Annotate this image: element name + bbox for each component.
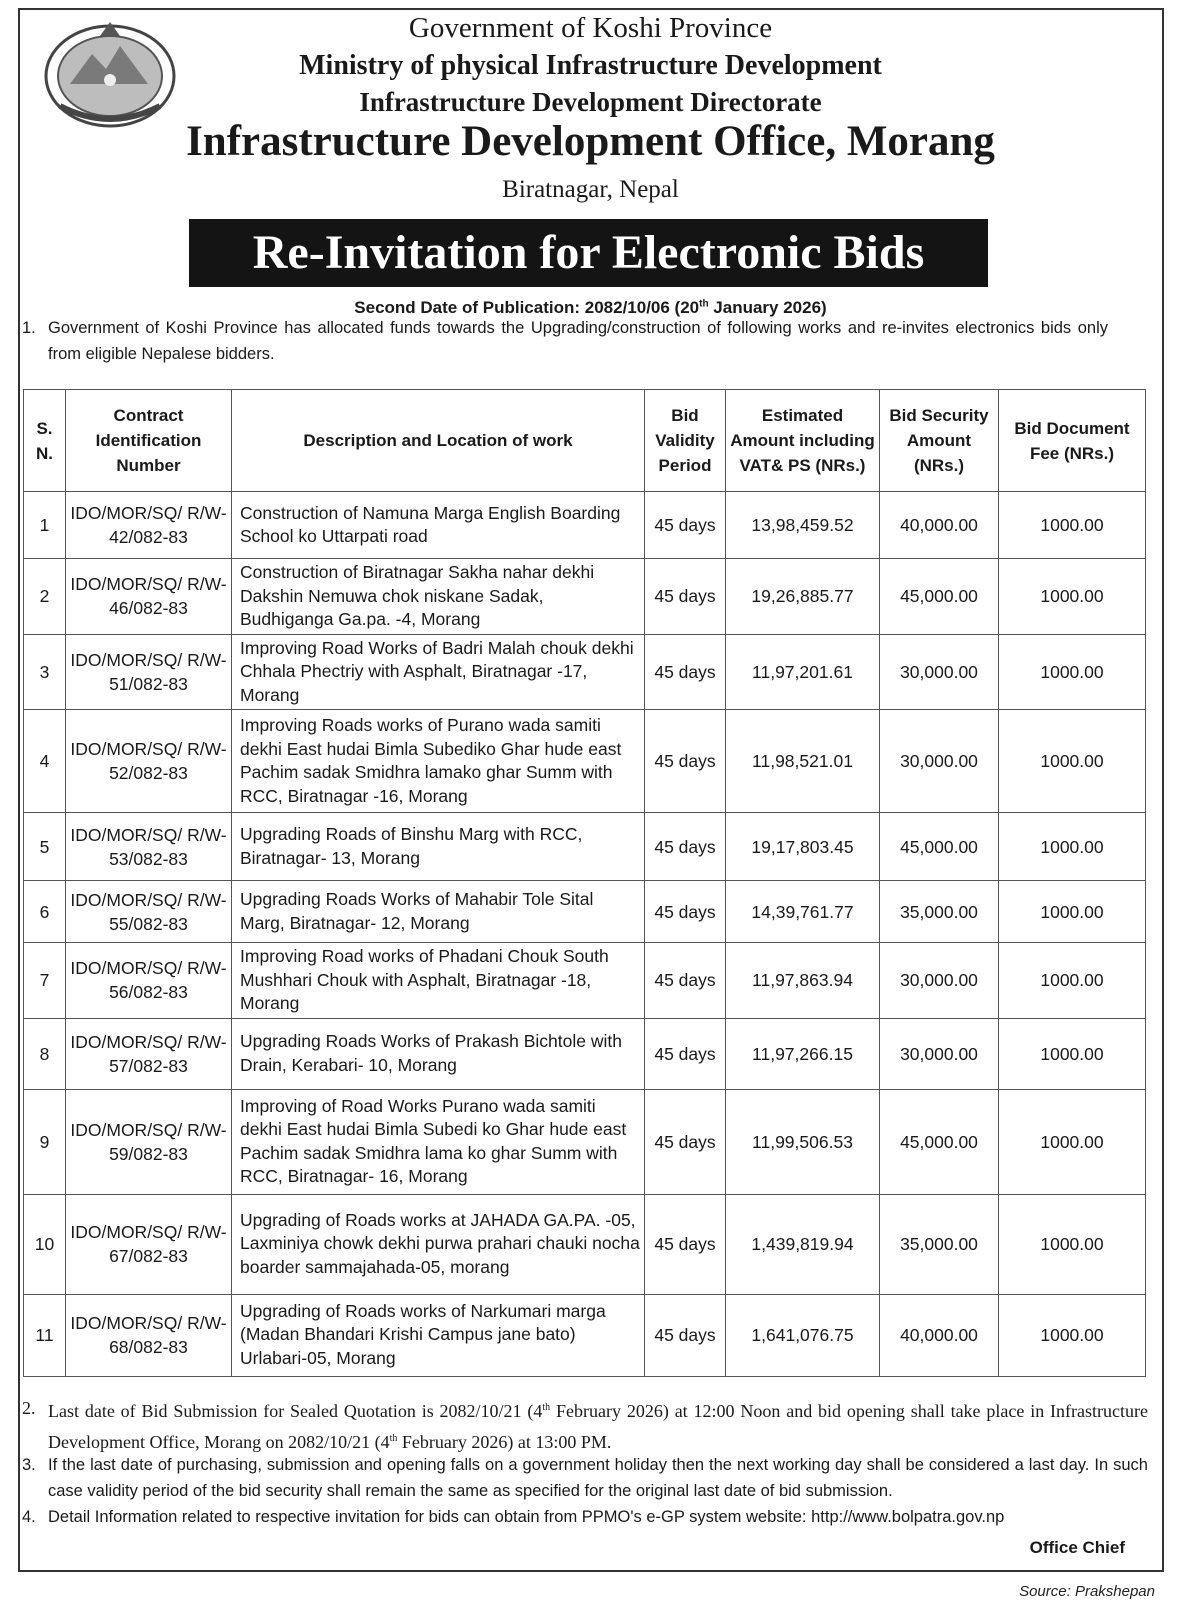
cell-sn: 6 [24,881,66,943]
cell-estimate: 19,26,885.77 [726,559,880,635]
cell-contract-id: IDO/MOR/SQ/ R/W-52/082-83 [66,710,232,813]
cell-contract-id: IDO/MOR/SQ/ R/W-55/082-83 [66,881,232,943]
table-row [24,943,1146,1019]
note-bid-submission: 2. Last date of Bid Submission for Sealed Quotation is 2082/10/21 (4th February 2026) at 12:00 Noon and bid opening shall take place in Infrastructure Development Office, Morang on 2082/10/21 (4th February 2026) at 13:00 PM. [22,1398,1148,1452]
publication-date: Second Date of Publication: 2082/10/06 (20th January 2026) [354,298,827,317]
cell-contract-id: IDO/MOR/SQ/ R/W-57/082-83 [66,1018,232,1089]
cell-sn: 1 [24,492,66,559]
cell-description: Improving Roads works of Purano wada samiti dekhi East hudai Bimla Subediko Ghar hude east Pachim sadak Smidhra lamako ghar Summ with RCC, Biratnagar -16, Morang [232,710,645,813]
cell-contract-id: IDO/MOR/SQ/ R/W-51/082-83 [66,634,232,710]
cell-description: Improving Road Works of Badri Malah chouk dekhi Chhala Phectriy with Asphalt, Biratnagar -17, Morang [232,634,645,710]
cell-estimate: 1,641,076.75 [726,1294,880,1376]
cell-sn: 8 [24,1018,66,1089]
cell-sn: 5 [24,813,66,881]
directorate-name: Infrastructure Development Directorate [359,87,822,117]
cell-estimate: 14,39,761.77 [726,881,880,943]
cell-validity: 45 days [645,881,726,943]
cell-security: 45,000.00 [880,1089,999,1194]
cell-fee: 1000.00 [999,943,1146,1019]
header-fee: Bid Document Fee (NRs.) [999,390,1146,492]
cell-estimate: 11,98,521.01 [726,710,880,813]
cell-description: Upgrading of Roads works of Narkumari marga (Madan Bhandari Krishi Campus jane bato) Urlabari-05, Morang [232,1294,645,1376]
cell-description: Upgrading of Roads works at JAHADA GA.PA. -05, Laxminiya chowk dekhi purwa prahari chauki nocha boarder sammajahada-05, morang [232,1194,645,1294]
office-name: Infrastructure Development Office, Morang [186,118,995,165]
cell-sn: 4 [24,710,66,813]
table-row [24,559,1146,635]
cell-estimate: 11,99,506.53 [726,1089,880,1194]
cell-fee: 1000.00 [999,1194,1146,1294]
table-row [24,1294,1146,1376]
cell-sn: 3 [24,634,66,710]
cell-security: 45,000.00 [880,813,999,881]
cell-fee: 1000.00 [999,559,1146,635]
cell-estimate: 19,17,803.45 [726,813,880,881]
source-credit: Source: Prakshepan [1019,1583,1155,1600]
cell-validity: 45 days [645,559,726,635]
cell-fee: 1000.00 [999,710,1146,813]
cell-description: Upgrading Roads Works of Prakash Bichtole with Drain, Kerabari- 10, Morang [232,1018,645,1089]
header-sn: S. N. [24,390,66,492]
cell-validity: 45 days [645,1194,726,1294]
cell-security: 30,000.00 [880,1018,999,1089]
cell-validity: 45 days [645,813,726,881]
cell-estimate: 11,97,266.15 [726,1018,880,1089]
cell-sn: 2 [24,559,66,635]
table-row [24,710,1146,813]
cell-validity: 45 days [645,634,726,710]
cell-description: Improving of Road Works Purano wada samiti dekhi East hudai Bimla Subedi ko Ghar hude east Pachim sadak Smidhra lama ko ghar Summ with RCC, Biratnagar- 16, Morang [232,1089,645,1194]
cell-estimate: 11,97,201.61 [726,634,880,710]
table-row [24,1018,1146,1089]
note-egp-website: 4. Detail Information related to respective invitation for bids can obtain from PPMO's e-GP system website: http://www.bolpatra.gov.np [22,1508,1005,1526]
header-validity: Bid Validity Period [645,390,726,492]
cell-sn: 10 [24,1194,66,1294]
ministry-name: Ministry of physical Infrastructure Development [299,50,882,81]
cell-security: 35,000.00 [880,881,999,943]
notice-title-banner: Re-Invitation for Electronic Bids [189,219,988,287]
cell-validity: 45 days [645,710,726,813]
cell-validity: 45 days [645,1089,726,1194]
header-security: Bid Security Amount (NRs.) [880,390,999,492]
cell-fee: 1000.00 [999,634,1146,710]
cell-sn: 11 [24,1294,66,1376]
cell-description: Construction of Biratnagar Sakha nahar dekhi Dakshin Nemuwa chok niskane Sadak, Budhiganga Ga.pa. -4, Morang [232,559,645,635]
cell-sn: 9 [24,1089,66,1194]
cell-fee: 1000.00 [999,881,1146,943]
intro-paragraph: 1. Government of Koshi Province has allocated funds towards the Upgrading/construction of following works and re-invites electronics bids only from eligible Nepalese bidders. [22,319,1108,363]
office-location: Biratnagar, Nepal [502,176,679,203]
cell-security: 30,000.00 [880,634,999,710]
table-row [24,492,1146,559]
table-row [24,813,1146,881]
cell-contract-id: IDO/MOR/SQ/ R/W-46/082-83 [66,559,232,635]
cell-contract-id: IDO/MOR/SQ/ R/W-59/082-83 [66,1089,232,1194]
cell-validity: 45 days [645,943,726,1019]
cell-estimate: 13,98,459.52 [726,492,880,559]
cell-estimate: 1,439,819.94 [726,1194,880,1294]
cell-contract-id: IDO/MOR/SQ/ R/W-53/082-83 [66,813,232,881]
cell-validity: 45 days [645,1294,726,1376]
cell-security: 45,000.00 [880,559,999,635]
header-description: Description and Location of work [232,390,645,492]
cell-description: Construction of Namuna Marga English Boarding School ko Uttarpati road [232,492,645,559]
cell-contract-id: IDO/MOR/SQ/ R/W-67/082-83 [66,1194,232,1294]
cell-contract-id: IDO/MOR/SQ/ R/W-56/082-83 [66,943,232,1019]
cell-security: 40,000.00 [880,492,999,559]
cell-validity: 45 days [645,492,726,559]
table-row [24,1089,1146,1194]
cell-fee: 1000.00 [999,492,1146,559]
cell-validity: 45 days [645,1018,726,1089]
cell-fee: 1000.00 [999,1018,1146,1089]
works-table [23,389,1146,1377]
table-row [24,881,1146,943]
note-holiday: 3. If the last date of purchasing, submission and opening falls on a government holiday then the next working day shall be considered a last day. In such case validity period of the bid security shall remain the same as specified for the original last date of bid submission. [22,1456,1148,1500]
government-name: Government of Koshi Province [408,12,773,44]
table-row [24,634,1146,710]
cell-description: Upgrading Roads of Binshu Marg with RCC, Biratnagar- 13, Morang [232,813,645,881]
cell-estimate: 11,97,863.94 [726,943,880,1019]
cell-contract-id: IDO/MOR/SQ/ R/W-68/082-83 [66,1294,232,1376]
cell-fee: 1000.00 [999,1089,1146,1194]
header-contract-id: Contract Identification Number [66,390,232,492]
table-header-row [24,390,1146,492]
cell-description: Upgrading Roads Works of Mahabir Tole Sital Marg, Biratnagar- 12, Morang [232,881,645,943]
cell-security: 30,000.00 [880,710,999,813]
cell-fee: 1000.00 [999,813,1146,881]
table-row [24,1194,1146,1294]
cell-description: Improving Road works of Phadani Chouk South Mushhari Chouk with Asphalt, Biratnagar -18, Morang [232,943,645,1019]
cell-security: 40,000.00 [880,1294,999,1376]
cell-security: 30,000.00 [880,943,999,1019]
cell-security: 35,000.00 [880,1194,999,1294]
cell-contract-id: IDO/MOR/SQ/ R/W-42/082-83 [66,492,232,559]
cell-sn: 7 [24,943,66,1019]
header-estimate: Estimated Amount including VAT& PS (NRs.) [726,390,880,492]
signature-office-chief: Office Chief [1029,1538,1125,1557]
cell-fee: 1000.00 [999,1294,1146,1376]
